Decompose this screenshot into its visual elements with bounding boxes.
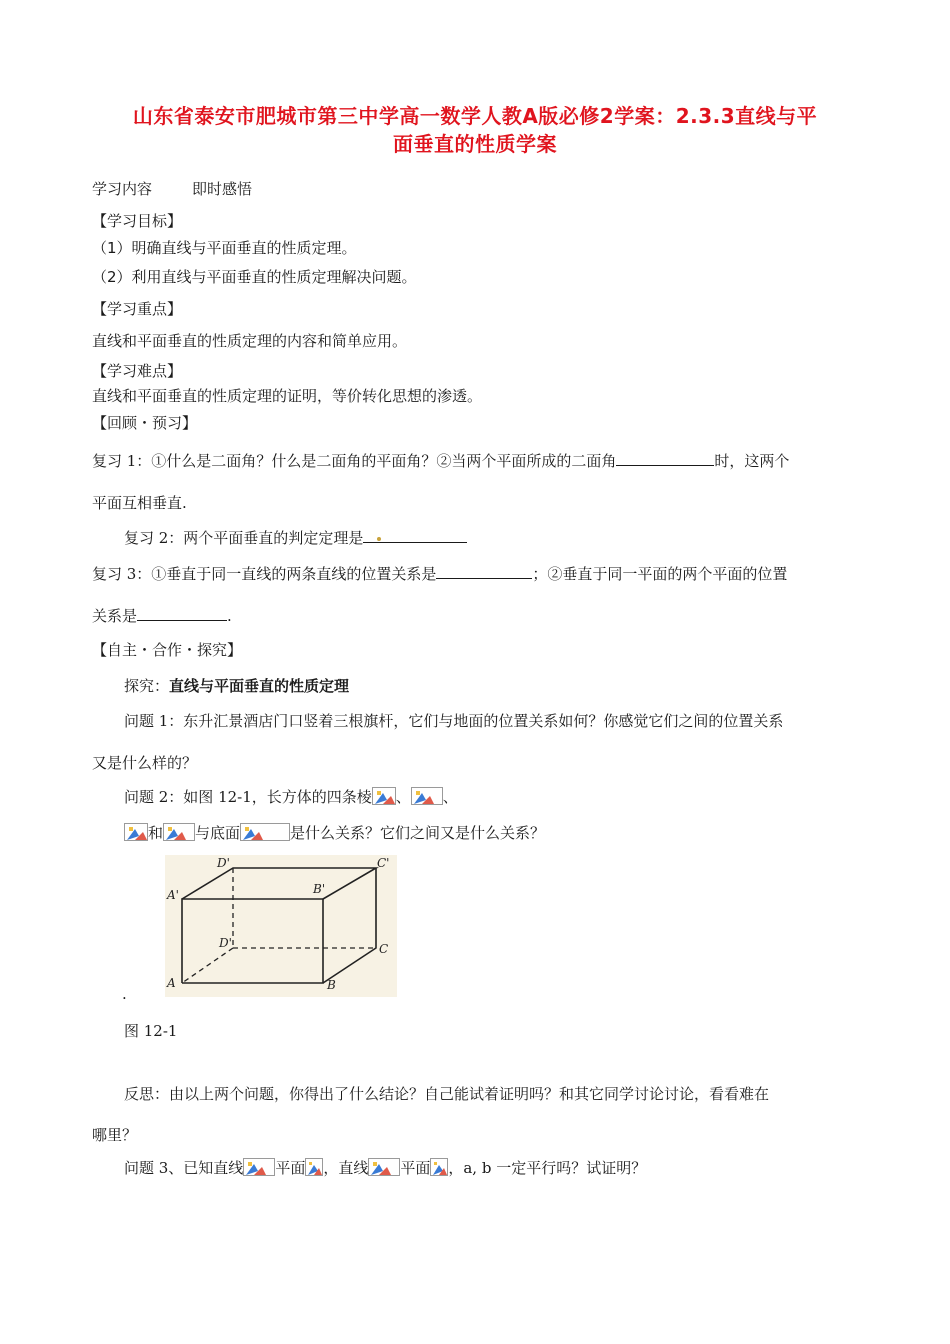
header-instant-insight: 即时感悟 [192, 180, 253, 198]
vertex-label-a-prime: A' [167, 888, 179, 902]
explore-heading: 【自主・合作・探究】 [92, 641, 243, 659]
review-3-label: 关系是 [92, 607, 138, 625]
review-1-text: 复习 1：①什么是二面角？什么是二面角的平面角？②当两个平面所成的二面角 [92, 452, 617, 470]
question-2-line2 [124, 822, 545, 843]
question-2-tail: 是什么关系？它们之间又是什么关系？ [290, 824, 546, 842]
answer-blank[interactable] [616, 451, 714, 466]
plane-word: 平面 [400, 1159, 431, 1177]
goal-item-1: （1）明确直线与平面垂直的性质定理。 [92, 239, 357, 257]
review-heading: 【回顾・预习】 [92, 414, 198, 432]
review-3-line [92, 563, 787, 584]
answer-blank[interactable] [436, 564, 532, 579]
focus-text: 直线和平面垂直的性质定理的内容和简单应用。 [92, 332, 408, 350]
figure-caption: 图 12-1 [124, 1022, 178, 1040]
reflection-text: 反思：由以上两个问题，你得出了什么结论？自己能试着证明吗？和其它同学讨论讨论，看看难在 [124, 1085, 770, 1103]
formula-image-icon [305, 1158, 323, 1176]
formula-image-icon [368, 1158, 400, 1176]
formula-image-icon [163, 823, 195, 841]
question-2-line1 [124, 786, 458, 807]
plane-word: 平面 [275, 1159, 306, 1177]
review-3-middle: ；②垂直于同一平面的两个平面的位置 [532, 565, 788, 583]
cuboid-figure [165, 855, 397, 997]
question-1-continuation: 又是什么样的？ [92, 754, 198, 772]
reflection-continuation: 哪里？ [92, 1126, 138, 1144]
doc-title-line1: 山东省泰安市肥城市第三中学高一数学人教A版必修2学案：2.3.3直线与平 [132, 104, 818, 128]
vertex-label-d-prime: D' [217, 856, 230, 870]
answer-blank[interactable] [137, 606, 227, 621]
question-1-text: 问题 1：东升汇景酒店门口竖着三根旗杆，它们与地面的位置关系如何？你感觉它们之间的位置关系 [124, 712, 784, 730]
difficulty-text: 直线和平面垂直的性质定理的证明，等价转化思想的渗透。 [92, 387, 483, 405]
review-1-tail: 时，这两个 [714, 452, 790, 470]
vertex-label-a: A [167, 976, 176, 990]
separator: 、 [442, 788, 458, 806]
question-3-line [124, 1157, 646, 1178]
formula-image-icon [372, 787, 396, 805]
review-3-period: . [227, 607, 232, 625]
question-2-middle: 与底面 [195, 824, 241, 842]
vertex-label-c-prime: C' [377, 856, 390, 870]
vertex-label-d: D' [219, 936, 232, 950]
formula-image-icon [243, 1158, 275, 1176]
question-3-text: 问题 3、已知直线 [124, 1159, 244, 1177]
focus-heading: 【学习重点】 [92, 300, 183, 318]
header-learning-content: 学习内容 [92, 180, 153, 198]
difficulty-heading: 【学习难点】 [92, 362, 183, 380]
goal-item-2: （2）利用直线与平面垂直的性质定理解决问题。 [92, 268, 417, 286]
vertex-label-b-prime: B' [313, 882, 326, 896]
ink-dot [377, 537, 381, 541]
figure-dot: . [122, 985, 127, 1003]
doc-title-line2: 面垂直的性质学案 [393, 132, 557, 156]
explore-label: 探究： [124, 677, 170, 695]
explore-topic-line [124, 675, 349, 696]
review-2-line [124, 527, 467, 548]
review-2-text: 复习 2：两个平面垂直的判定定理是 [124, 529, 364, 547]
vertex-label-b: B [327, 978, 336, 992]
formula-image-icon [411, 787, 443, 805]
question-3-comma: ，直线 [323, 1159, 369, 1177]
review-3-text: 复习 3：①垂直于同一直线的两条直线的位置关系是 [92, 565, 437, 583]
review-1-line [92, 450, 789, 471]
review-1-continuation: 平面互相垂直. [92, 494, 187, 512]
formula-image-icon [430, 1158, 448, 1176]
explore-topic: 直线与平面垂直的性质定理 [169, 677, 350, 695]
formula-image-icon [124, 823, 148, 841]
answer-blank[interactable] [363, 528, 467, 543]
conjunction: 和 [148, 824, 164, 842]
goals-heading: 【学习目标】 [92, 212, 183, 230]
separator: 、 [395, 788, 411, 806]
question-3-tail: ，a, b 一定平行吗？试证明？ [448, 1159, 647, 1177]
question-2-text: 问题 2：如图 12-1，长方体的四条棱 [124, 788, 372, 806]
vertex-label-c: C [379, 942, 389, 956]
review-3-continuation [92, 605, 232, 626]
formula-image-icon [240, 823, 290, 841]
